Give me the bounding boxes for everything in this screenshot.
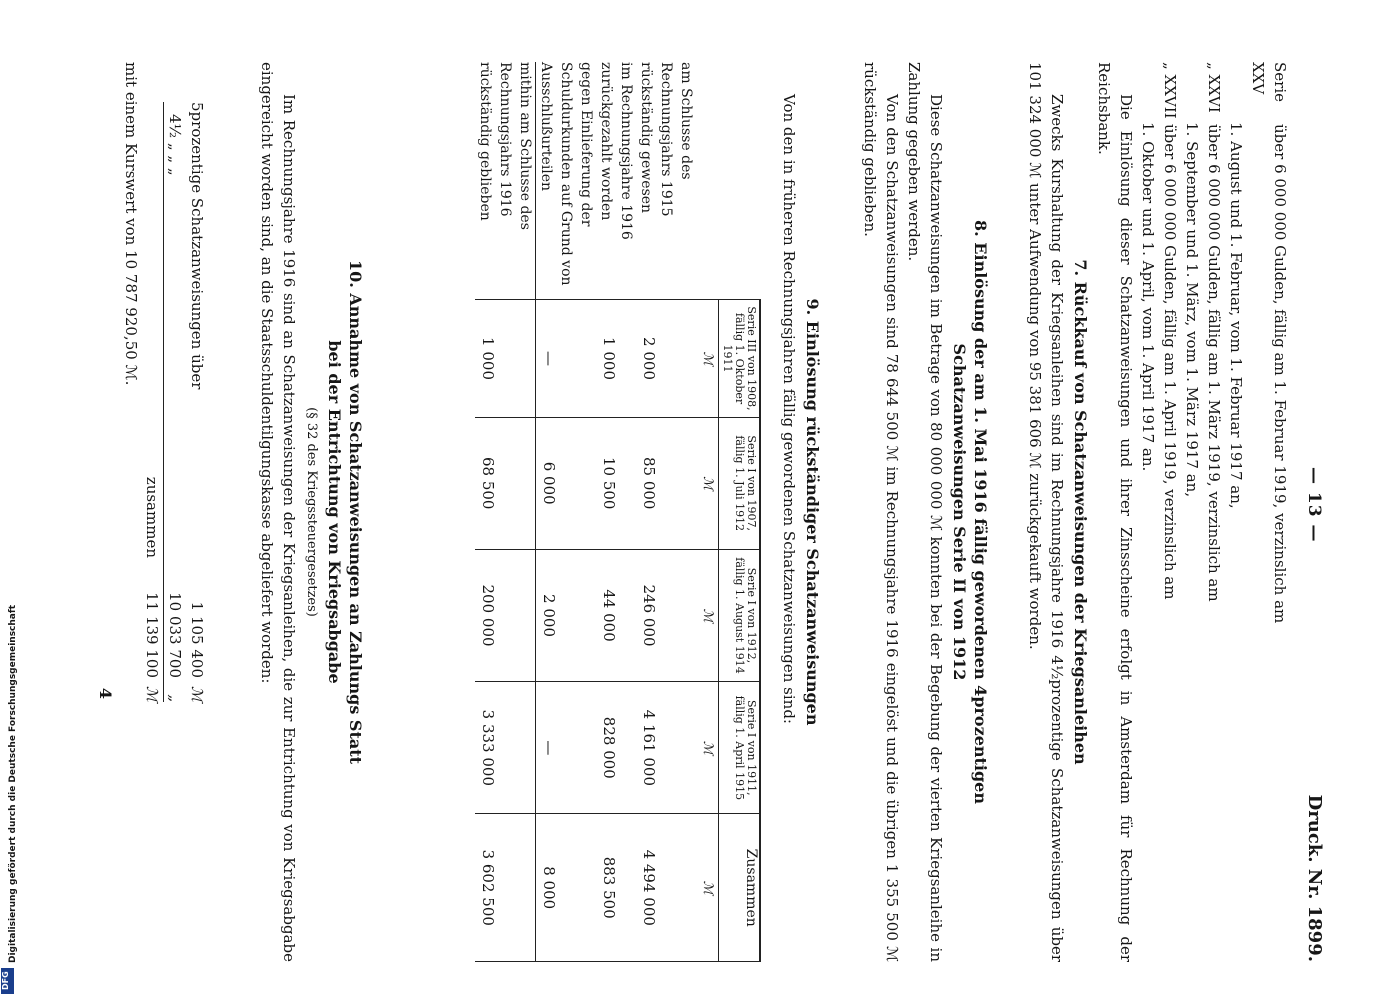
table-cell: 2 000 xyxy=(636,300,696,417)
signature-mark: 4 xyxy=(96,687,116,700)
unit-label: ℳ xyxy=(696,417,719,549)
table-row xyxy=(596,62,636,962)
summary-label: 4½ „ „ „ xyxy=(166,114,184,176)
series-item xyxy=(1159,62,1181,962)
rotated-document-sheet xyxy=(120,62,1325,962)
column-header: Zusammen xyxy=(719,814,761,962)
summary-unit: ℳ xyxy=(143,685,161,702)
section-10-heading-line2: bei der Entrichtung von Kriegsabgabe xyxy=(325,340,344,684)
section-7 xyxy=(1024,62,1095,962)
table-cell: 828 000 xyxy=(596,682,636,814)
section-7-text: Zwecks Kurshaltung der Kriegsanleihen sind im Rechnungsjahre 1916 4½prozentige Schatzanweisungen über 101 324 000 ℳ unter Aufwendung von 95 381 606 ℳ zurückgekauft worden. xyxy=(1026,62,1066,962)
table-cell: 85 000 xyxy=(636,417,696,549)
table-row xyxy=(636,62,696,962)
section-8-text: Diese Schatzanweisungen im Betrage von 80 000 000 ℳ konnten bei der Begebung der vierten Kriegsanleihe in Zahlung gegeben werden. xyxy=(905,62,945,962)
table-row xyxy=(536,62,597,962)
series-label: „ XXVI xyxy=(1205,62,1223,113)
row-label: gegen Einlieferung der Schuldurkunden auf Grund von Ausschlußurteilen xyxy=(536,62,597,300)
series-label: „ XXVII xyxy=(1161,62,1179,119)
section-8-heading: 8. Einlösung der am 1. Mai 1916 fällig gewordenen 4prozentigen xyxy=(971,220,990,804)
section-10-subheading: (§ 32 des Kriegssteuergesetzes) xyxy=(304,407,319,617)
table-cell: 3 333 000 xyxy=(475,682,536,814)
row-label: im Rechnungsjahre 1916 zurückgezahlt worden xyxy=(596,62,636,300)
table-cell: 2 000 xyxy=(536,549,597,681)
column-header: Serie III von 1908, fällig 1. Oktober 1911 xyxy=(719,300,761,417)
section-10-heading: 10. Annahme von Schatzanweisungen an Zahlungs Statt xyxy=(346,259,365,765)
series-continuation: 1. August und 1. Februar, vom 1. Februar 1917 an, xyxy=(1227,122,1245,509)
row-label: mithin am Schlusse des Rechnungsjahrs 1916 rückständig geblieben xyxy=(475,62,536,300)
summary-unit: ℳ xyxy=(188,685,206,702)
column-header: Serie I von 1912, fällig 1. August 1914 xyxy=(719,549,761,681)
section-9-intro: Von den in früheren Rechnungsjahren fällig gewordenen Schatzanweisungen sind: xyxy=(780,94,798,724)
table-cell: — xyxy=(536,682,597,814)
closing-line: mit einem Kurswert von 10 787 920,50 ℳ. xyxy=(122,62,140,386)
section-8-heading-line2: Schatzanweisungen Serie II von 1912 xyxy=(950,343,969,681)
table-cell: 883 500 xyxy=(596,814,636,962)
table-row xyxy=(475,62,536,962)
section-9-heading: 9. Einlösung rückständiger Schatzanweisungen xyxy=(803,298,822,726)
series-text: über 6 000 000 Gulden, fällig am 1. März 1919, verzinslich am xyxy=(1205,124,1223,602)
table-cell: 8 000 xyxy=(536,814,597,962)
column-header: Serie I von 1907, fällig 1. Juli 1912 xyxy=(719,417,761,549)
series-item xyxy=(1203,62,1225,962)
redemption-paragraph: Die Einlösung dieser Schatzanweisungen und ihrer Zinsscheine erfolgt in Amsterdam für Rechnung der Reichsbank. xyxy=(1095,62,1135,962)
table-cell: 3 602 500 xyxy=(475,814,536,962)
table-cell: — xyxy=(536,300,597,417)
page-header xyxy=(1295,62,1325,962)
table-cell: 44 000 xyxy=(596,549,636,681)
digitization-credit: Digitalisierung gefördert durch die Deutsche Forschungsgemeinschaft xyxy=(8,604,18,963)
series-continuation: 1. September und 1. März, vom 1. März 1917 an, xyxy=(1183,122,1201,498)
row-label: am Schlusse des Rechnungsjahrs 1915 rückständig gewesen xyxy=(636,62,696,300)
summary-total-line xyxy=(141,102,164,702)
series-label: Serie XXV xyxy=(1249,62,1289,102)
table-corner xyxy=(719,62,761,300)
section-8-text-2: Von den Schatzanweisungen sind 78 644 500 ℳ im Rechnungsjahre 1916 eingelöst und die übrigen 1 355 500 ℳ rückständig geblieben. xyxy=(861,62,901,962)
table-header-row xyxy=(719,62,761,962)
section-8 xyxy=(859,62,995,962)
series-item xyxy=(1247,62,1291,962)
summary-label: 5prozentige Schatzanweisungen über xyxy=(188,102,206,390)
table-cell: 246 000 xyxy=(636,549,696,681)
summary-unit: „ xyxy=(166,694,184,702)
table-cell: 200 000 xyxy=(475,549,536,681)
unit-label: ℳ xyxy=(696,300,719,417)
summary-value: 10 033 700 xyxy=(166,592,184,678)
summary-label: zusammen xyxy=(143,476,161,558)
page-number: — 13 — xyxy=(1304,467,1324,543)
table-cell: 4 494 000 xyxy=(636,814,696,962)
unit-label: ℳ xyxy=(696,682,719,814)
summary-line xyxy=(186,102,208,702)
table-cell: 1 000 xyxy=(596,300,636,417)
series-text: über 6 000 000 Gulden, fällig am 1. Februar 1919, verzinslich am xyxy=(1271,124,1289,624)
summary-value: 1 105 400 xyxy=(188,601,206,678)
summary-value: 11 139 100 xyxy=(143,592,161,678)
delivery-summary xyxy=(141,102,208,702)
summary-line xyxy=(164,102,186,702)
series-text: über 6 000 000 Gulden, fällig am 1. April 1919, verzinslich am xyxy=(1161,124,1179,600)
section-7-heading: 7. Rückkauf von Schatzanweisungen der Kriegsanleihen xyxy=(1071,259,1090,765)
table-unit-spacer xyxy=(696,62,719,300)
section-10-text: Im Rechnungsjahre 1916 sind an Schatzanweisungen der Kriegsanleihen, die zur Entrichtung von Kriegsabgabe eingereicht worden sind, an die Staatsschuldentilgungskasse abgeliefert worden: xyxy=(258,62,298,962)
section-10 xyxy=(256,62,370,962)
table-cell: 10 500 xyxy=(596,417,636,549)
arrears-table xyxy=(475,62,761,962)
table-cell: 1 000 xyxy=(475,300,536,417)
unit-label: ℳ xyxy=(696,549,719,681)
table-cell: 4 161 000 xyxy=(636,682,696,814)
table-unit-row xyxy=(696,62,719,962)
series-continuation: 1. Oktober und 1. April, vom 1. April 1917 an. xyxy=(1139,122,1157,472)
dfg-logo: DFG xyxy=(1,968,14,994)
table-cell: 68 500 xyxy=(475,417,536,549)
print-number: Druck. Nr. 1899. xyxy=(1304,794,1325,962)
unit-label: ℳ xyxy=(696,814,719,962)
column-header: Serie I von 1911, fällig 1. April 1915 xyxy=(719,682,761,814)
section-9 xyxy=(778,62,827,962)
series-list xyxy=(1093,62,1291,962)
table-cell: 6 000 xyxy=(536,417,597,549)
